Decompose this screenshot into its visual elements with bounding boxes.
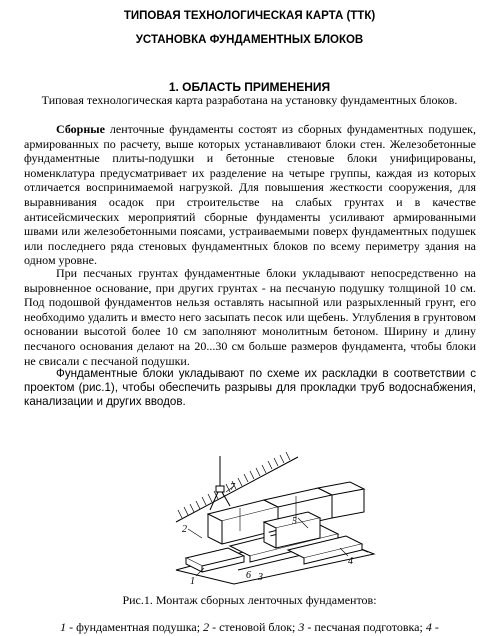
legend-text-3: - песчаная подготовка; bbox=[304, 620, 426, 634]
section-intro: Типовая технологическая карта разработана на установку фундаментных блоков. bbox=[41, 93, 458, 107]
foundation-installation-figure bbox=[168, 452, 390, 588]
callout-3: 3 bbox=[258, 572, 263, 583]
callout-1: 1 bbox=[190, 576, 195, 587]
paragraph-layout-scheme: Фундаментные блоки укладывают по схеме их раскладки в соответствии с проектом (рис.1), чтобы обеспечить разрывы для прокладки труб водоснабжения, канализации и других вводов. bbox=[24, 367, 476, 409]
callout-5: 5 bbox=[292, 516, 297, 527]
legend-text-2: - стеновой блок; bbox=[209, 620, 299, 634]
legend-number-3: 3 bbox=[298, 620, 305, 634]
callout-4: 4 bbox=[348, 556, 353, 567]
callout-2: 2 bbox=[182, 524, 187, 535]
legend-number-4: 4 bbox=[425, 620, 432, 634]
paragraph-lead-word: Сборные bbox=[56, 122, 105, 136]
figure-caption: Рис.1. Монтаж сборных ленточных фундаментов: bbox=[122, 593, 377, 607]
paragraph-prefabricated-foundations bbox=[24, 122, 476, 268]
paragraph-sandy-soils: При песчаных грунтах фундаментные блоки укладывают непосредственно на выровненное основание, при других грунтах - на песчаную подушку толщиной 10 см. Под подошвой фундаментов нельзя оставлять насыпной или разрыхленный грунт, его необходимо удалить и вместо него засыпать песок или щебень. Углубления в грунтовом основании высотой более 10 см заполняют монолитным бетоном. Ширину и длину песчаного основания делают на 20...30 см больше размеров фундамента, чтобы блоки не свисали с песчаной подушки. bbox=[24, 266, 476, 368]
legend-number-2: 2 bbox=[203, 620, 210, 634]
legend-text-1: - фундаментная подушка; bbox=[66, 620, 204, 634]
section-heading: 1. ОБЛАСТЬ ПРИМЕНЕНИЯ bbox=[168, 80, 331, 94]
document-main-title: УСТАНОВКА ФУНДАМЕНТНЫХ БЛОКОВ bbox=[135, 34, 364, 46]
figure-legend bbox=[0, 620, 499, 635]
callout-6: 6 bbox=[246, 570, 251, 581]
callout-7: 7 bbox=[230, 482, 235, 493]
document-type-title: ТИПОВАЯ ТЕХНОЛОГИЧЕСКАЯ КАРТА (ТТК) bbox=[123, 10, 376, 22]
legend-text-4: - bbox=[431, 620, 439, 634]
legend-number-1: 1 bbox=[60, 620, 67, 634]
paragraph-text: ленточные фундаменты состоят из сборных фундаментных подушек, армированных по расчету, выше которых устанавливают блоки стен. Железобетонные фундаментные плиты-подушки и бетонные стеновые блоки унифицированы, номенклатура предусматривает их разделение на четыре группы, каждая из которых отличается воспринимаемой нагрузкой. Для повышения жесткости сооружения, для выравнивания осадок при строительстве на слабых грунтах и в качестве антисейсмических мероприятий сборные фундаменты усиливают армированными швами или железобетонными поясами, устраиваемыми поверх фундаментных подушек или последнего ряда стеновых фундаментных блоков по всему периметру здания на одном уровне. bbox=[24, 122, 476, 268]
